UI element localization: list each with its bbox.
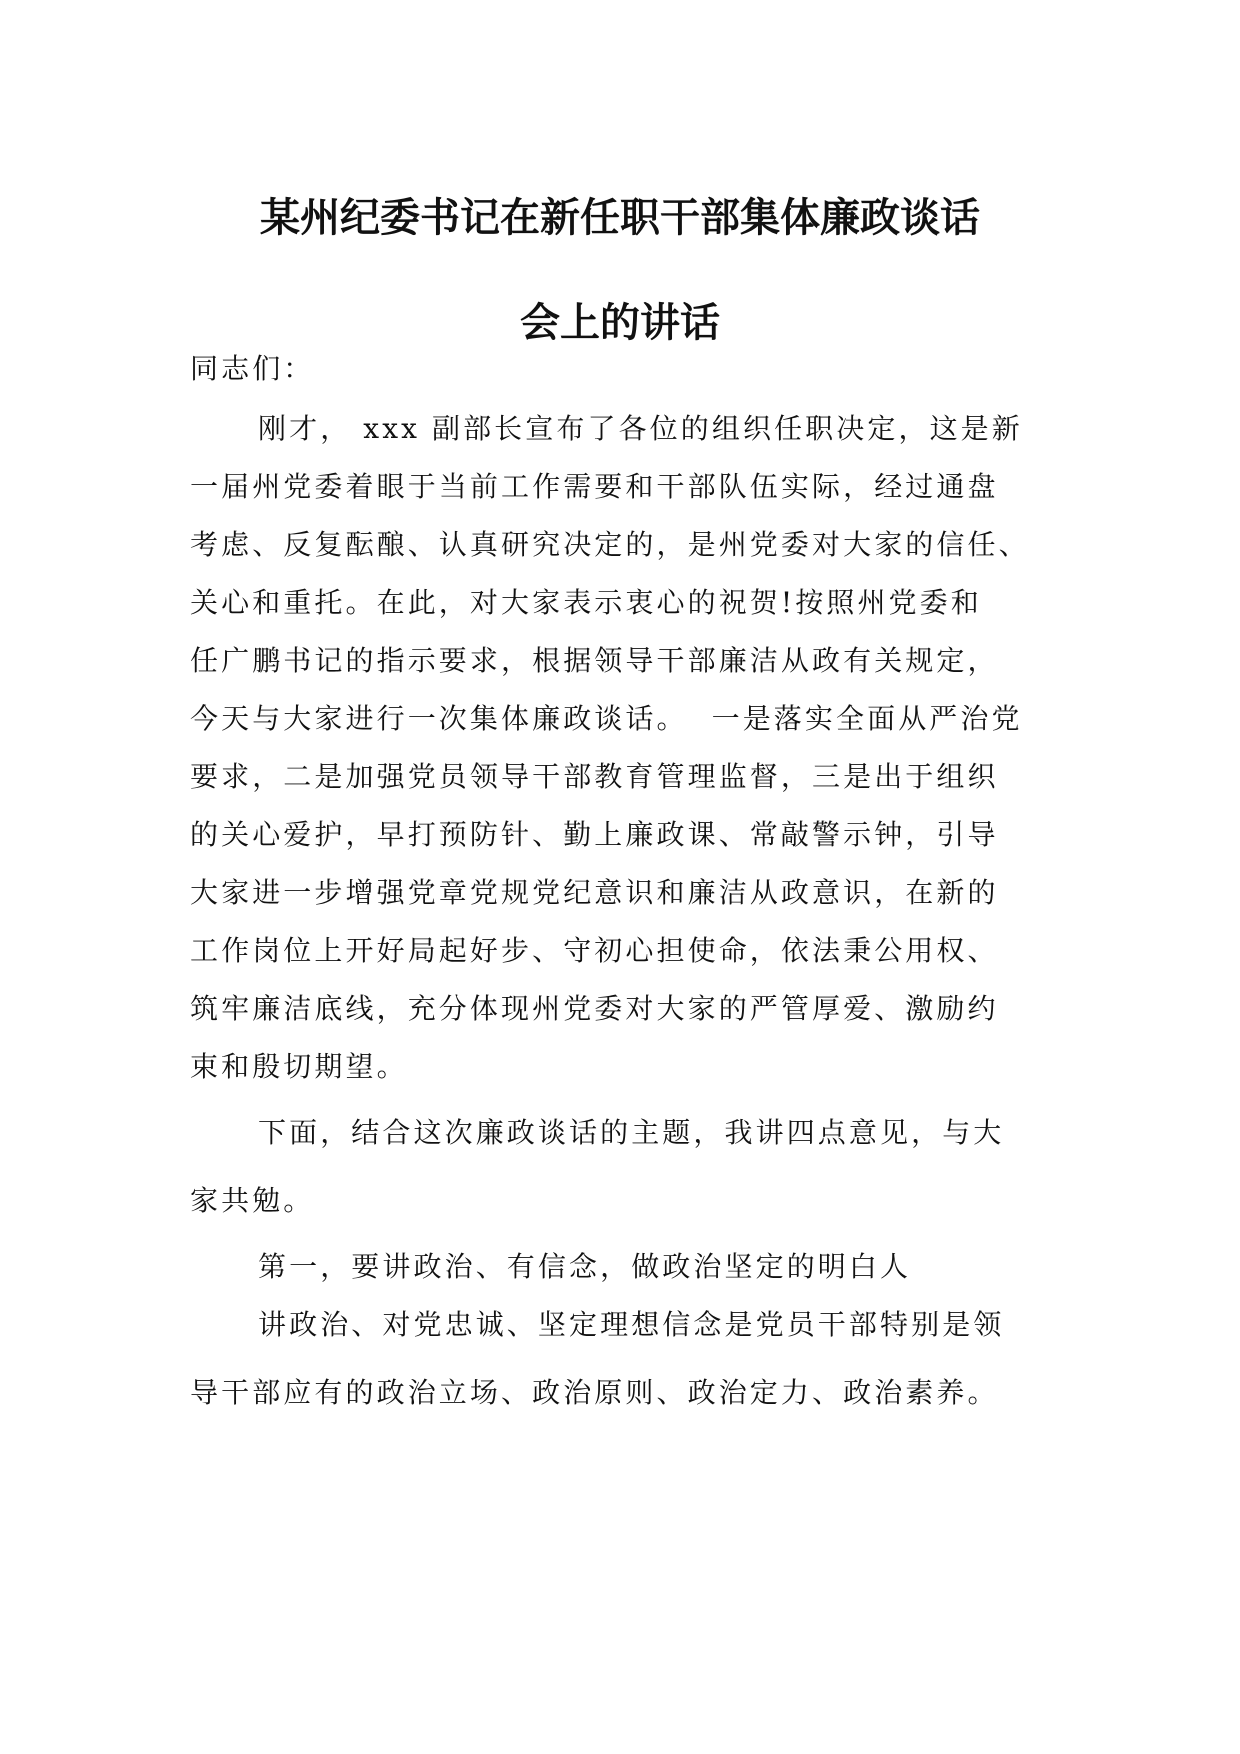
paragraph-1-line: 今天与大家进行一次集体廉政谈话。 一是落实全面从严治党 (190, 702, 1023, 735)
section-heading: 第一，要讲政治、有信念，做政治坚定的明白人 (258, 1250, 912, 1283)
paragraph-2-line: 家共勉。 (190, 1184, 315, 1217)
paragraph-1-line: 工作岗位上开好局起好步、守初心担使命，依法秉公用权、 (190, 934, 999, 967)
document-title-line-2: 会上的讲话 (520, 300, 720, 346)
paragraph-1-line: 一届州党委着眼于当前工作需要和干部队伍实际，经过通盘 (190, 470, 999, 503)
paragraph-1-line: 筑牢廉洁底线，充分体现州党委对大家的严管厚爱、激励约 (190, 992, 999, 1025)
salutation: 同志们： (190, 352, 315, 385)
paragraph-1-line: 束和殷切期望。 (190, 1050, 408, 1083)
document-title-line-1: 某州纪委书记在新任职干部集体廉政谈话 (260, 195, 980, 241)
paragraph-1-line: 关心和重托。在此，对大家表示衷心的祝贺!按照州党委和 (190, 586, 982, 619)
paragraph-3-line: 讲政治、对党忠诚、坚定理想信念是党员干部特别是领 (258, 1308, 1005, 1341)
paragraph-1-line: 要求，二是加强党员领导干部教育管理监督，三是出于组织 (190, 760, 999, 793)
paragraph-1-line: 考虑、反复酝酿、认真研究决定的，是州党委对大家的信任、 (190, 528, 1030, 561)
paragraph-1-line: 任广鹏书记的指示要求，根据领导干部廉洁从政有关规定， (190, 644, 999, 677)
paragraph-2-line: 下面，结合这次廉政谈话的主题，我讲四点意见，与大 (258, 1116, 1005, 1149)
paragraph-1-line: 的关心爱护，早打预防针、勤上廉政课、常敲警示钟，引导 (190, 818, 999, 851)
paragraph-1-line: 大家进一步增强党章党规党纪意识和廉洁从政意识，在新的 (190, 876, 999, 909)
paragraph-1-line: 刚才， xxx 副部长宣布了各位的组织任职决定，这是新 (258, 412, 1023, 445)
paragraph-3-line: 导干部应有的政治立场、政治原则、政治定力、政治素养。 (190, 1376, 999, 1409)
